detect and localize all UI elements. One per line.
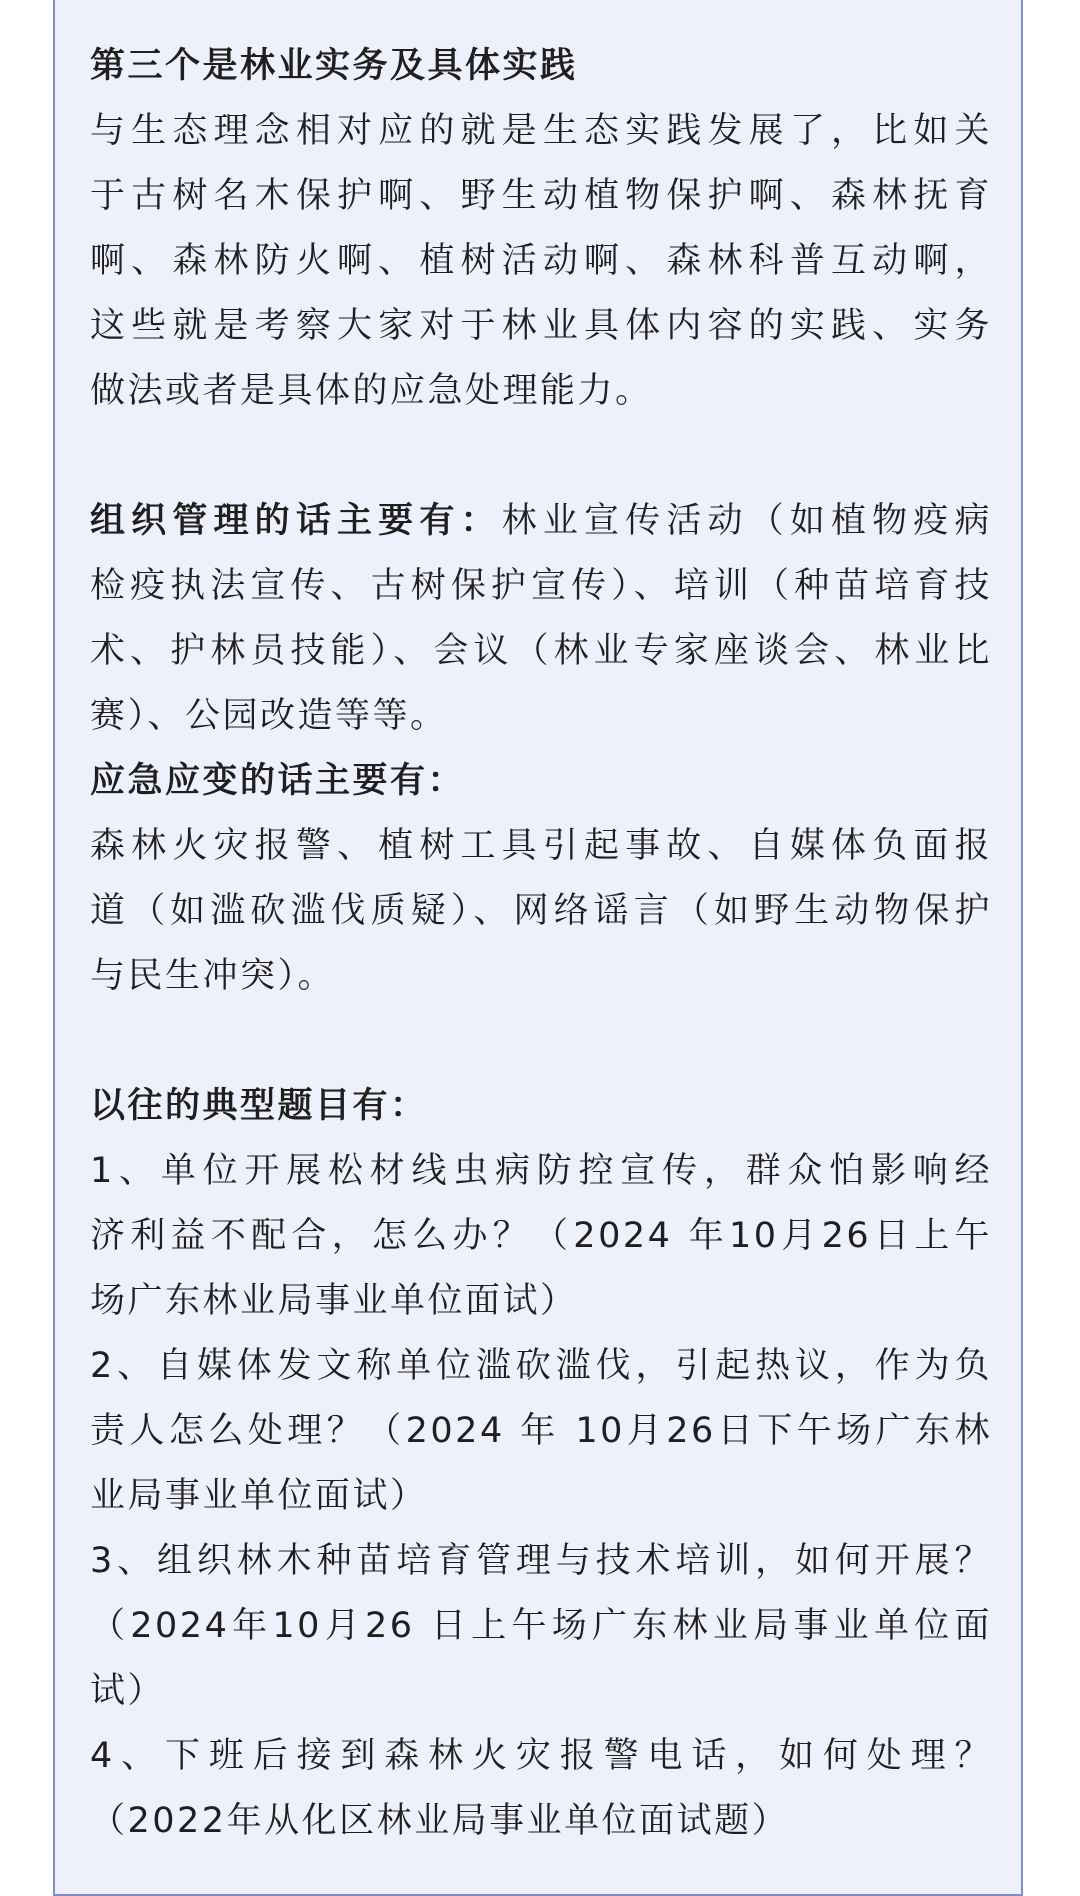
paragraph-line: 做法或者是具体的应急处理能力。 — [90, 371, 653, 411]
paragraph-line: 于古树名木保护啊、野生动植物保护啊、森林抚育 — [90, 176, 992, 216]
question-3-line: （2024年10月26 日上午场广东林业局事业单位面 — [90, 1606, 992, 1646]
paragraph-line: 森林火灾报警、植树工具引起事故、自媒体负面报 — [90, 826, 992, 866]
paragraph-gap — [90, 1009, 992, 1074]
question-1-line: 场广东林业局事业单位面试） — [90, 1281, 578, 1321]
question-2-line: 2、自媒体发文称单位滥砍滥伐，引起热议，作为负 — [90, 1346, 992, 1386]
paragraph-line: 啊、森林防火啊、植树活动啊、森林科普互动啊， — [90, 241, 992, 281]
paragraph-line: 这些就是考察大家对于林业具体内容的实践、实务 — [90, 306, 992, 346]
paragraph-line: 术、护林员技能）、会议（林业专家座谈会、林业比 — [90, 631, 992, 671]
question-1-line: 济利益不配合，怎么办？（2024 年10月26日上午 — [90, 1216, 992, 1256]
org-management-first-line — [90, 489, 992, 554]
paragraph-line: 道（如滥砍滥伐质疑）、网络谣言（如野生动物保护 — [90, 891, 992, 931]
question-2-line: 责人怎么处理？（2024 年 10月26日下午场广东林 — [90, 1411, 992, 1451]
paragraph-line: 赛）、公园改造等等。 — [90, 696, 448, 736]
org-management-label: 组织管理的话主要有： — [90, 501, 502, 541]
question-4-line: （2022年从化区林业局事业单位面试题） — [90, 1801, 790, 1841]
question-3-line: 试） — [90, 1671, 166, 1711]
paragraph-line: 与生态理念相对应的就是生态实践发展了，比如关 — [90, 111, 992, 151]
question-3-line: 3、组织林木种苗培育管理与技术培训，如何开展？ — [90, 1541, 992, 1581]
emergency-label: 应急应变的话主要有： — [90, 761, 466, 801]
org-management-text: 林业宣传活动（如植物疫病 — [501, 501, 992, 541]
paragraph-gap — [90, 424, 992, 489]
article-body — [90, 34, 992, 1854]
paragraph-line: 检疫执法宣传、古树保护宣传）、培训（种苗培育技 — [90, 566, 992, 606]
question-1-line: 1、单位开展松材线虫病防控宣传，群众怕影响经 — [90, 1151, 992, 1191]
typical-questions-heading: 以往的典型题目有： — [90, 1086, 428, 1126]
paragraph-line: 与民生冲突）。 — [90, 956, 336, 996]
question-2-line: 业局事业单位面试） — [90, 1476, 428, 1516]
question-4-line: 4、下班后接到森林火灾报警电话，如何处理？ — [90, 1736, 992, 1776]
section-heading-practice: 第三个是林业实务及具体实践 — [90, 46, 578, 86]
